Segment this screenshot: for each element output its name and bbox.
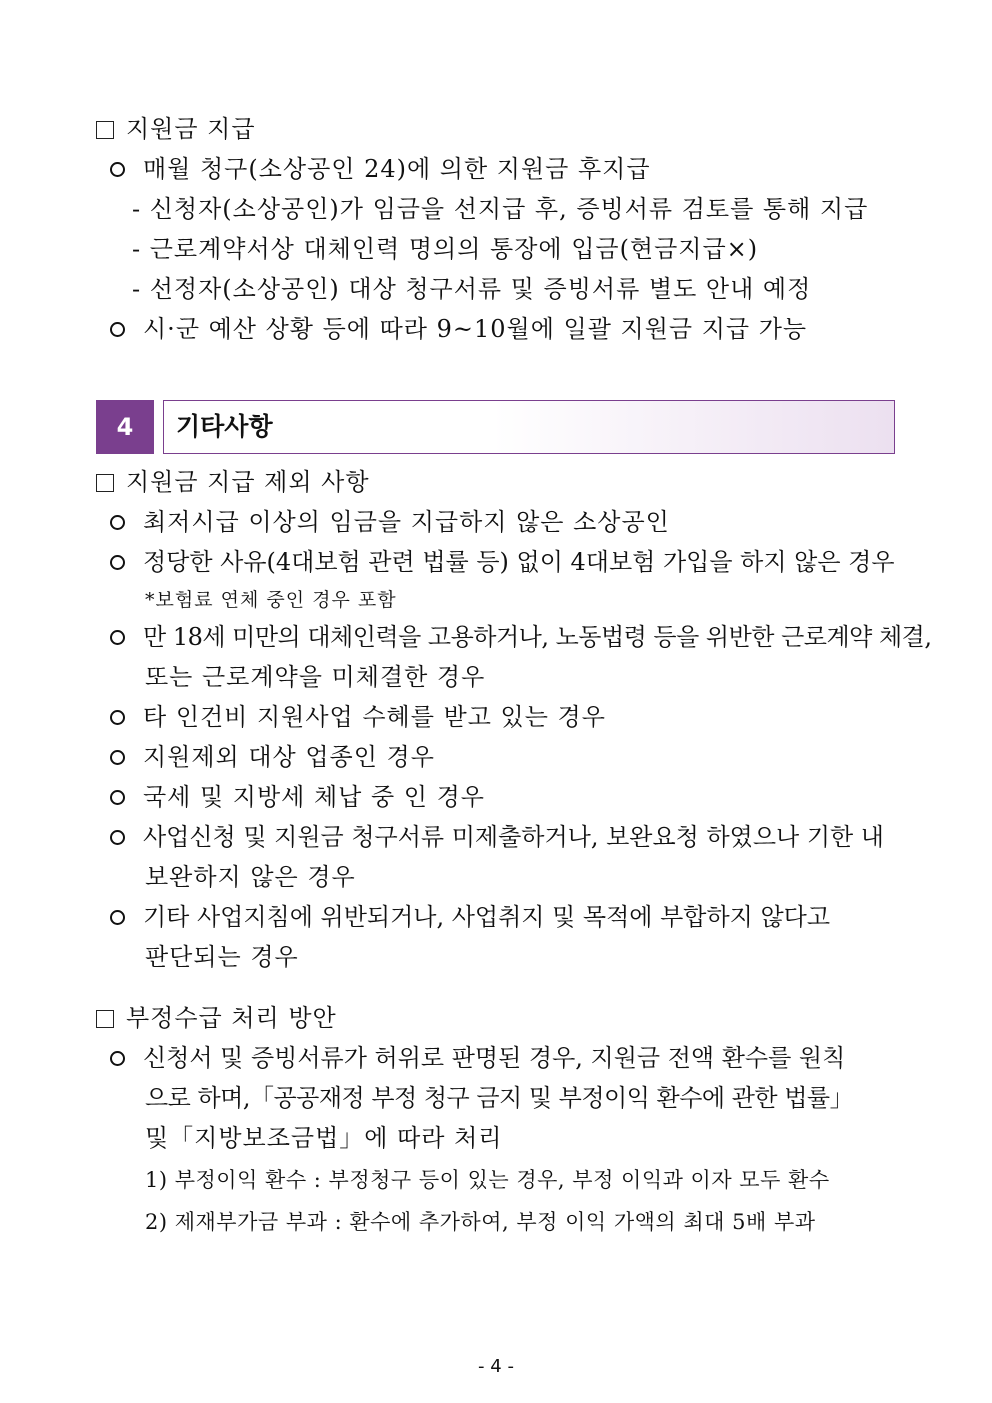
fraud-bullet-1: 신청서 및 증빙서류가 허위로 판명된 경우, 지원금 전액 환수를 원칙 — [110, 1043, 845, 1073]
circle-bullet-icon — [110, 790, 125, 805]
fraud-bullet-1-cont-2: 및「지방보조금법」에 따라 처리 — [145, 1124, 503, 1152]
exclusion-bullet-7-cont: 보완하지 않은 경우 — [145, 863, 356, 891]
fraud-heading: 부정수급 처리 방안 — [96, 1003, 337, 1033]
fraud-bullet-1-cont-1: 으로 하며,「공공재정 부정 청구 금지 및 부정이익 환수에 관한 법률」 — [145, 1084, 854, 1112]
circle-bullet-icon — [110, 1051, 125, 1066]
circle-bullet-icon — [110, 515, 125, 530]
section-title: 기타사항 — [163, 400, 895, 454]
circle-bullet-icon — [110, 555, 125, 570]
circle-bullet-icon — [110, 830, 125, 845]
fraud-item-1: 1) 부정이익 환수 : 부정청구 등이 있는 경우, 부정 이익과 이자 모두 환수 — [145, 1168, 830, 1192]
checkbox-square-icon — [96, 121, 114, 139]
exclusion-bullet-1: 최저시급 이상의 임금을 지급하지 않은 소상공인 — [110, 507, 670, 537]
page-number: - 4 - — [478, 1356, 514, 1377]
circle-bullet-icon — [110, 162, 125, 177]
payment-dash-1: - 신청자(소상공인)가 임금을 선지급 후, 증빙서류 검토를 통해 지급 — [132, 195, 869, 223]
exclusion-bullet-7: 사업신청 및 지원금 청구서류 미제출하거나, 보완요청 하였으나 기한 내 — [110, 822, 884, 852]
circle-bullet-icon — [110, 710, 125, 725]
fraud-item-2: 2) 제재부가금 부과 : 환수에 추가하여, 부정 이익 가액의 최대 5배 부과 — [145, 1210, 816, 1234]
circle-bullet-icon — [110, 630, 125, 645]
exclusion-heading: 지원금 지급 제외 사항 — [96, 467, 370, 497]
exclusion-bullet-4: 타 인건비 지원사업 수혜를 받고 있는 경우 — [110, 702, 606, 732]
section-number: 4 — [96, 400, 154, 454]
checkbox-square-icon — [96, 474, 114, 492]
exclusion-bullet-8-cont: 판단되는 경우 — [145, 943, 299, 971]
payment-dash-3: - 선정자(소상공인) 대상 청구서류 및 증빙서류 별도 안내 예정 — [132, 275, 812, 303]
circle-bullet-icon — [110, 322, 125, 337]
exclusion-bullet-2-note: *보험료 연체 중인 경우 포함 — [145, 589, 397, 611]
payment-bullet-2: 시·군 예산 상황 등에 따라 9~10월에 일괄 지원금 지급 가능 — [110, 314, 807, 344]
exclusion-bullet-8: 기타 사업지침에 위반되거나, 사업취지 및 목적에 부합하지 않다고 — [110, 902, 830, 932]
circle-bullet-icon — [110, 750, 125, 765]
exclusion-bullet-5: 지원제외 대상 업종인 경우 — [110, 742, 435, 772]
exclusion-bullet-2: 정당한 사유(4대보험 관련 법률 등) 없이 4대보험 가입을 하지 않은 경우 — [110, 547, 895, 577]
payment-dash-2: - 근로계약서상 대체인력 명의의 통장에 입금(현금지급×) — [132, 235, 759, 263]
payment-heading: 지원금 지급 — [96, 114, 256, 144]
exclusion-bullet-3-cont: 또는 근로계약을 미체결한 경우 — [145, 663, 486, 691]
exclusion-bullet-3: 만 18세 미만의 대체인력을 고용하거나, 노동법령 등을 위반한 근로계약 체결, — [110, 622, 931, 652]
circle-bullet-icon — [110, 910, 125, 925]
checkbox-square-icon — [96, 1010, 114, 1028]
exclusion-bullet-6: 국세 및 지방세 체납 중 인 경우 — [110, 782, 485, 812]
payment-bullet-1: 매월 청구(소상공인 24)에 의한 지원금 후지급 — [110, 154, 651, 184]
